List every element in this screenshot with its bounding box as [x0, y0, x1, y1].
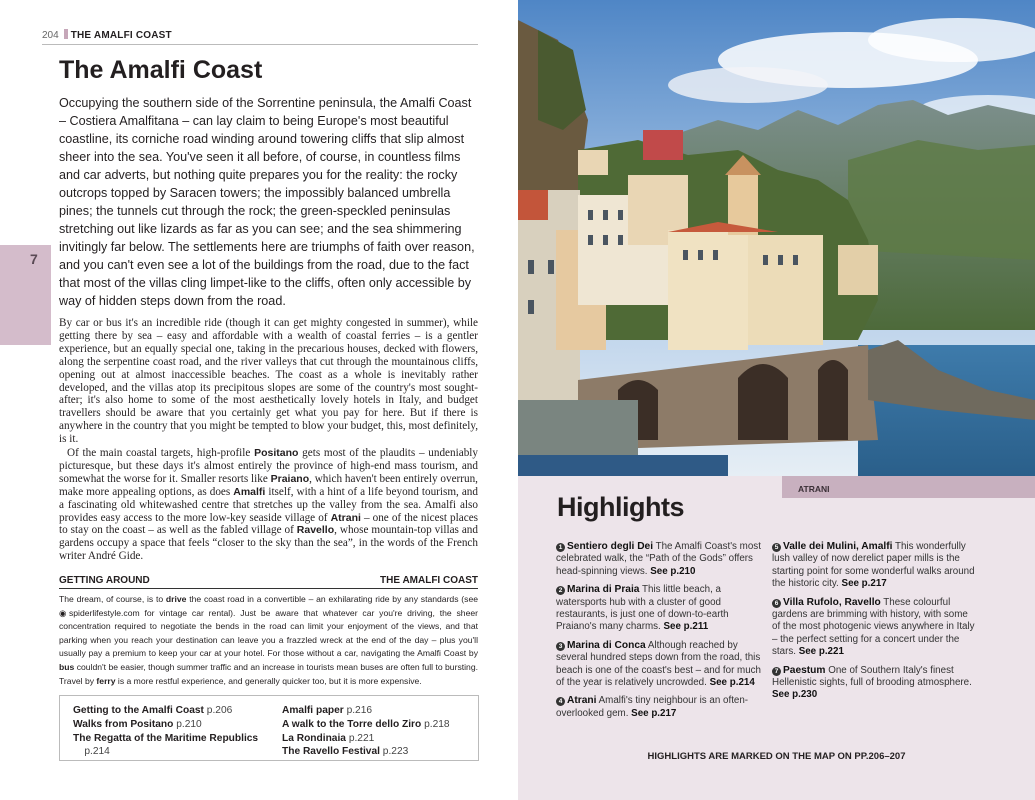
highlight-item: 1 Sentiero degli Dei The Amalfi Coast's most celebrated walk, the “Path of the Gods” offers head-spinning views. See p.210: [556, 541, 761, 577]
chapter-number: 7: [30, 251, 38, 267]
xref-item: The Regatta of the Maritime Republics p.214: [73, 732, 259, 758]
place-positano: Positano: [254, 447, 299, 459]
highlights-footer: HIGHLIGHTS ARE MARKED ON THE MAP ON PP.206–207: [647, 751, 906, 762]
getting-around-title: GETTING AROUND: [59, 575, 150, 586]
number-badge-icon: 2: [556, 586, 565, 595]
highlights-title: Highlights: [557, 492, 684, 522]
highlight-item: 6 Villa Rufolo, Ravello These colourful gardens are brimming with history, with some of the most photogenic views anywhere in Italy – the perfect setting for a concert under the stars. See p.221: [772, 596, 975, 658]
number-badge-icon: 4: [556, 697, 565, 706]
number-badge-icon: 1: [556, 543, 565, 552]
cross-reference-box: [59, 695, 479, 761]
place-amalfi: Amalfi: [233, 485, 266, 498]
body-paragraph-2: Of the main coastal targets, high-profile Positano gets most of the plaudits – undeniably picturesque, but these days it's almost entirely the province of high-end mass tourism, and somewhat the worse for it. Smaller resorts like Praiano, which haven't been entirely overrun, make more appealing options, as does Amalfi itself, with a hint of a life beyond tourism, and a fascinating old whitewashed centre that stretches up the valley from the sea. Amalfi also provides easy access to the more low-key seaside village of Atrani – one of the nicest places to stay on the coast – as well as the fabled village of Ravello, whose mountain-top villas and gardens occupy a space that feels “closer to the sky than the sea”, in the words of the French writer André Gide.: [59, 447, 479, 563]
getting-around-heading: [59, 575, 478, 589]
getting-around-text: The dream, of course, is to drive the coast road in a convertible – an exhilarating ride by any standards (see ◉spiderlifestyle.com for vintage car rental). Just be aware that whatever car you're driving, the sheer concentration required to negotiate the bends in the road can limit your enjoyment of the views, and that parking when you reach your destination can leave you a frazzled wreck at the end of the day – plus you'll usually pay a premium to keep your car at your hotel. For those without a car, navigating the Amalfi Coast by bus couldn't be easier, though summer traffic and an increase in tourists mean buses are often full to bursting. Travel by ferry is a more restful experience, and generally quicker too, but it is more expensive.: [59, 594, 478, 686]
xref-item: Walks from Positano p.210: [73, 718, 202, 730]
getting-around-subtitle: THE AMALFI COAST: [380, 575, 478, 586]
web-link-icon: ◉: [59, 607, 69, 618]
body-paragraph-1: By car or bus it's an incredible ride (though it can get mighty congested in summer), while getting there by sea – easy and affordable with a wealth of coastal ferries – is a gentler experience, but an equally special one, taking in the precarious houses, decked with flowers, along the serpentine coast road, and the river valleys that cut through the mountainous cliffs, opening out at almost inaccessible beaches. The coast as a whole is inevitably rather developed, and the villas atop its precipitous slopes are some of the country's most sought-after; it's also home to some of the most aesthetically lovely hotels in Italy, and budget travellers should be aware that you certainly get what you pay for here. But if there is anywhere in the country that you might be tempted to blow your budget, this, most definitely, is it.: [59, 317, 478, 446]
place-praiano: Praiano: [270, 472, 310, 485]
xref-column-left: [73, 704, 278, 759]
highlight-item: 3 Marina di Conca Although reached by several hundred steps down from the road, this beach is one of the coast's best – and for much of the year is relatively uncrowded. See p.214: [556, 639, 762, 689]
number-badge-icon: 3: [556, 642, 565, 651]
highlights-column-left: [556, 541, 761, 726]
chapter-tab: [0, 245, 51, 345]
running-head-bar: [64, 29, 68, 39]
xref-item: Amalfi paper p.216: [282, 705, 373, 716]
atrani-photo: [518, 0, 1035, 476]
xref-column-right: [282, 704, 472, 759]
running-head-title: THE AMALFI COAST: [70, 30, 172, 41]
running-head: [42, 29, 478, 45]
number-badge-icon: 7: [772, 667, 781, 676]
right-page: [518, 0, 1035, 800]
highlight-item: 7 Paestum One of Southern Italy's finest Hellenistic sights, full of brooding atmosphere. See p.230: [772, 664, 972, 701]
highlights-column-right: [772, 541, 977, 708]
xref-item: The Ravello Festival p.223: [282, 746, 409, 758]
highlight-item: 5 Valle dei Mulini, Amalfi This wonderfully lush valley of now derelict paper mills is the starting point for some wonderful walks around the historic city. See p.217: [772, 541, 975, 590]
place-atrani: Atrani: [330, 511, 361, 524]
number-badge-icon: 6: [772, 599, 781, 608]
web-link: spiderlifestyle.com for vintage car rental). Just be aware that whatever car you're driving, the sheer concentration required to negotiate the bends in the road can limit your enjoyment of the views, and that parking when you reach your destination can leave you a frazzled wreck at the end of the day – plus you'll usually pay a premium to keep your car at your hotel. For those without a car, navigating the Amalfi Coast by: [59, 607, 478, 659]
page-title: The Amalfi Coast: [59, 56, 263, 84]
highlight-item: 2 Marina di Praia This little beach, a watersports hub with a cluster of good restaurants, is just one of down-to-earth Praiano's many charms. See p.211: [556, 584, 729, 633]
place-ravello: Ravello: [296, 524, 335, 537]
xref-item: La Rondinaia p.221: [282, 732, 375, 744]
xref-item: A walk to the Torre dello Ziro p.218: [282, 718, 450, 730]
number-badge-icon: 5: [772, 543, 781, 552]
intro-paragraph: Occupying the southern side of the Sorrentine peninsula, the Amalfi Coast – Costiera Amalfitana – can lay claim to being Europe's most beautiful coastline, its corniche road winding around towering cliffs that slip almost sheer into the sea. You've seen it all before, of course, in countless films and car adverts, but nothing quite prepares you for the reality: the rocky outcrops topped by Saracen towers; the impossibly balanced umbrella pines; the tunnels cut through the rock; the green-speckled peninsulas stretching out like lizards as far as you can see; and the sea shimmering invitingly far below. The settlements here are triumphs of faith over reason, and you can't even see a lot of the buildings from the road, due to the fact that most of the villas cling limpet-like to the cliffs, often only accessible by way of hidden steps down from the road.: [59, 96, 475, 308]
photo-caption: ATRANI: [782, 476, 1035, 498]
xref-item: Getting to the Amalfi Coast p.206: [73, 705, 233, 716]
highlight-item: 4 Atrani Amalfi's tiny neighbour is an often-overlooked gem. See p.217: [556, 695, 749, 719]
page-number: 204: [42, 30, 59, 41]
